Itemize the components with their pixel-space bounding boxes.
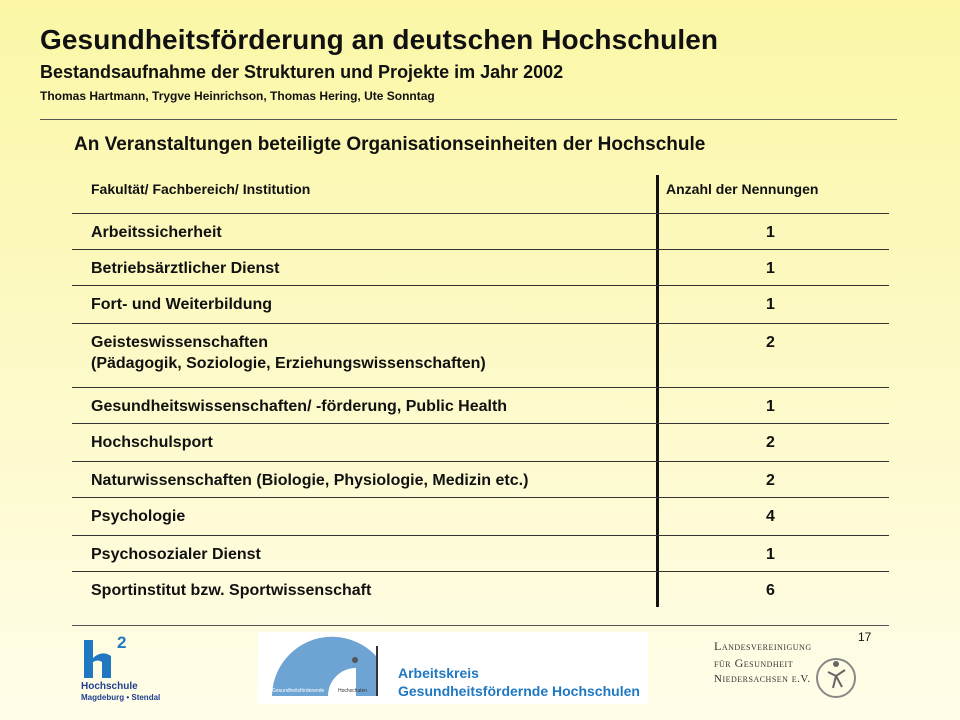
table-row: [72, 387, 889, 423]
row-name: Psychosozialer Dienst: [91, 546, 261, 563]
table-row: [72, 497, 889, 535]
table-row: [72, 571, 889, 609]
row-name: Hochschulsport: [91, 434, 213, 451]
logo-small2: Hochschulen: [338, 688, 367, 694]
row-count: 1: [766, 546, 775, 563]
page-subtitle: Bestandsaufnahme der Strukturen und Projekte im Jahr 2002: [40, 62, 564, 82]
row-name: Fort- und Weiterbildung: [91, 296, 273, 313]
table-row: [72, 323, 889, 387]
logo-line2: Gesundheitsfördernde Hochschulen: [398, 683, 640, 699]
row-name: Naturwissenschaften (Biologie, Physiologie, Medizin etc.): [91, 472, 529, 489]
arbeitskreis-logo: [258, 632, 648, 704]
section-heading: An Veranstaltungen beteiligte Organisationseinheiten der Hochschule: [74, 134, 706, 155]
top-divider: [40, 119, 897, 120]
page-number: 17: [858, 630, 872, 644]
authors: Thomas Hartmann, Trygve Heinrichson, Thomas Hering, Ute Sonntag: [40, 89, 435, 103]
logo-line3: Niedersachsen e.V.: [714, 673, 811, 685]
logo-line2: Magdeburg • Stendal: [81, 693, 161, 702]
table-row: [72, 535, 889, 571]
page-title: Gesundheitsförderung an deutschen Hochschulen: [40, 24, 719, 55]
row-name: Arbeitssicherheit: [91, 224, 222, 241]
table-row: [72, 461, 889, 497]
column-header-count: Anzahl der Nennungen: [666, 181, 819, 197]
row-name: Sportinstitut bzw. Sportwissenschaft: [91, 582, 372, 599]
logo-line2: für Gesundheit: [714, 656, 794, 670]
logo-superscript: 2: [117, 633, 127, 652]
landesvereinigung-logo: [712, 636, 862, 704]
row-count: 6: [766, 582, 775, 599]
row-name: [91, 332, 486, 374]
table-row: [72, 213, 889, 249]
row-name: Psychologie: [91, 508, 186, 525]
row-name-line2: (Pädagogik, Soziologie, Erziehungswissenschaften): [91, 355, 486, 372]
logo-small1: Gesundheitsförderende: [272, 688, 325, 694]
row-name: Betriebsärztlicher Dienst: [91, 260, 280, 277]
data-table: [72, 173, 889, 609]
logo-line1: Landesvereinigung: [714, 639, 812, 653]
row-count: 1: [766, 398, 775, 415]
table-row: [72, 285, 889, 323]
row-count: 2: [766, 472, 775, 489]
row-count: 4: [766, 508, 775, 525]
row-count: 2: [766, 334, 775, 351]
row-count: 2: [766, 434, 775, 451]
logo-line1: Hochschule: [81, 681, 138, 692]
row-count: 1: [766, 260, 775, 277]
row-name: Gesundheitswissenschaften/ -förderung, Public Health: [91, 398, 508, 415]
bottom-divider: [72, 625, 889, 626]
row-name-line1: Geisteswissenschaften: [91, 334, 268, 351]
row-count: 1: [766, 224, 775, 241]
hochschule-logo: [78, 632, 178, 704]
logo-line1: Arbeitskreis: [398, 665, 479, 681]
column-header-institution: Fakultät/ Fachbereich/ Institution: [91, 181, 311, 197]
row-count: 1: [766, 296, 775, 313]
table-row: [72, 249, 889, 285]
table-row: [72, 423, 889, 461]
